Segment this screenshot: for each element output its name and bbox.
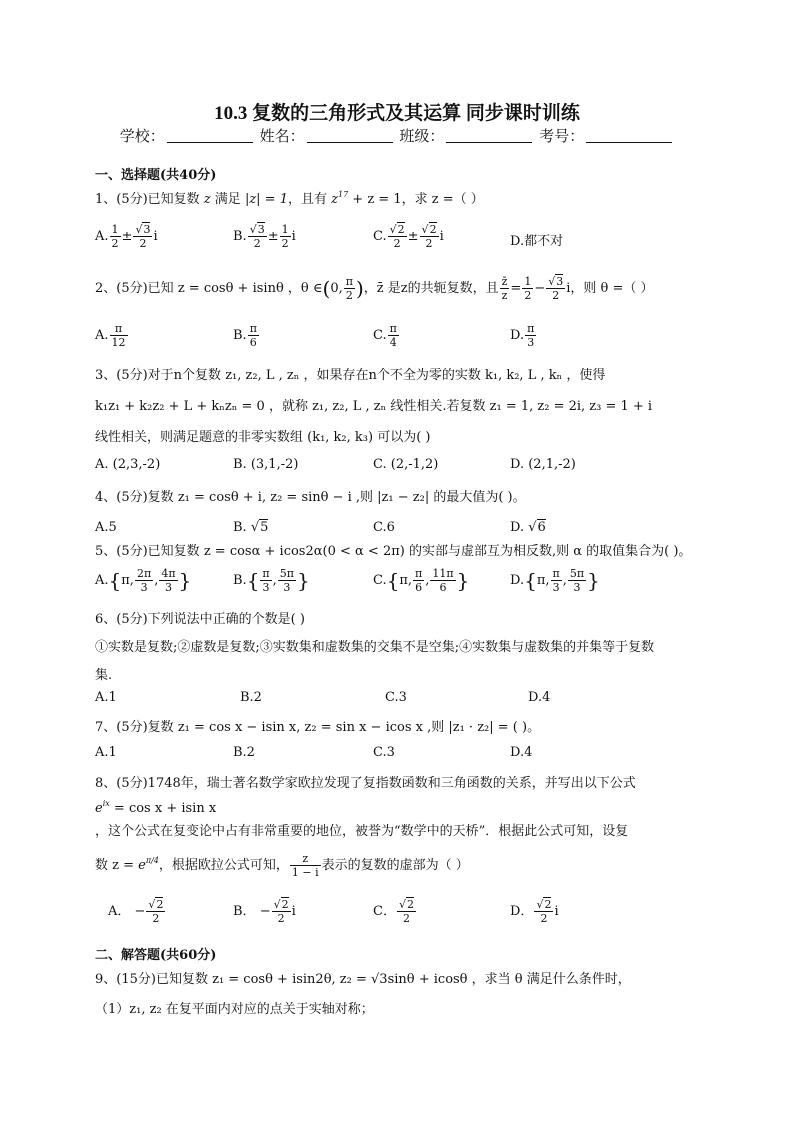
q1-prefix: 1、(5分)已知复数 [95, 192, 200, 207]
exam-no-blank [586, 128, 672, 143]
q5-option-b: B.{ $\frac{\pi}{3}$ , $\frac{5\pi}{3}$ } [233, 567, 310, 594]
q7-option-d: D.4 [510, 745, 533, 760]
q1-option-a: A. $\frac{1}{2}$ ± $\frac{√3}{2}$ i [95, 223, 158, 250]
q4-option-a: A.5 [95, 520, 117, 535]
q8-formula: $e^{ix} = \cos x + isin$ x [95, 799, 217, 816]
q8-option-c: C． $\frac{√2}{2}$ [373, 898, 414, 925]
question-5: 5、(5分)已知复数 z = cosα + icos2α(0 < α < 2π) 的实部与虚部互为相反数,则 α 的取值集合为( )。 [95, 544, 692, 559]
section-answer-heading: 二、解答题(共60分) [95, 948, 217, 963]
q1-tail: ，求 z =（ ） [401, 192, 484, 207]
question-1: 1、(5分)已知复数 z 满足 |z| = 1，且有 $z^{17} + z = 1$，求 z =（ ） [95, 190, 484, 207]
q4-option-c: C.6 [373, 520, 395, 535]
q1-option-c: C. $\frac{√2}{2}$ ± $\frac{√2}{2}$ i [373, 223, 444, 250]
q6-line2: ①实数是复数;②虚数是复数;③实数集和虚数集的交集不是空集;④实数集与虚数集的并集等于复数 [95, 640, 655, 655]
q1-option-b: B. $\frac{√3}{2}$ ± $\frac{1}{2}$ i [233, 223, 296, 250]
question-9: 9、(15分)已知复数 z₁ = cosθ + isin2θ, z₂ = √3sinθ + icosθ ，求当 θ 满足什么条件时， [95, 972, 631, 987]
q6-option-b: B.2 [240, 690, 262, 705]
question-4: 4、(5分)复数 z₁ = cosθ + i, z₂ = sinθ − i ,则 |z₁ − z₂| 的最大值为( )。 [95, 490, 526, 505]
q4-option-b: B. √5 [233, 520, 269, 535]
q8-line4a: 数 z = [95, 858, 139, 873]
q2-mid: ，z̄ 是z的共轭复数，且 [363, 281, 499, 296]
q3-line3: 线性相关，则满足题意的非零实数组 (k₁, k₂, k₃) 可以为( ) [95, 430, 431, 445]
q1-mid2: ，且有 [287, 192, 332, 207]
q4-option-d: D. √6 [510, 520, 546, 535]
q3-option-c: C. (2,-1,2) [373, 457, 439, 472]
q9-part1: （1）z₁, z₂ 在复平面内对应的点关于实轴对称； [95, 1002, 374, 1017]
q1-eq: + z = 1 [348, 192, 402, 207]
question-6: 6、(5分)下列说法中正确的个数是( ) [95, 612, 305, 627]
q2-option-d: D. $\frac{\pi}{3}$ [510, 322, 535, 349]
q5-option-c: C.{π, $\frac{\pi}{6}$ , $\frac{11\pi}{6}$ } [373, 567, 470, 594]
question-2: 2、(5分)已知 z = cosθ + isinθ ，θ ∈(0, $\frac{\pi}{2}$ )，z̄ 是z的共轭复数，且 $\frac{z̄}{z}$ = $\frac{1}{2}$ − $\frac{√3}{2}$ i，则 θ =（ ） [95, 275, 654, 302]
name-label: 姓名： [259, 127, 305, 145]
q7-option-c: C.3 [373, 745, 395, 760]
q8-option-a: A． − $\frac{√2}{2}$ [108, 898, 164, 925]
q8-option-b: B． − $\frac{√2}{2}$ i [233, 898, 296, 925]
q1-option-d: D.都不对 [510, 234, 564, 249]
q8-line4c: 表示的复数的虚部为（ ） [321, 858, 469, 873]
q8-option-d: D． $\frac{√2}{2}$ i [510, 898, 559, 925]
q8-line3: ，这个公式在复变论中占有非常重要的地位，被誉为“数学中的天桥”．根据此公式可知，设复 [95, 824, 629, 839]
q5-option-a: A.{π, $\frac{2\pi}{3}$ , $\frac{4\pi}{3}$ } [95, 567, 192, 594]
q8-line4: 数 $z = e^{\pi/4}$，根据欧拉公式可知， $\frac{z}{1 - i}$ 表示的复数的虚部为（ ） [95, 852, 469, 879]
class-blank [446, 128, 532, 143]
question-7: 7、(5分)复数 z₁ = cos x − isin x, z₂ = sin x − icos x ,则 |z₁ · z₂| = ( )。 [95, 720, 541, 735]
q6-option-c: C.3 [385, 690, 407, 705]
q6-line3: 集. [95, 668, 113, 683]
section-choice-heading: 一、选择题(共40分) [95, 168, 217, 183]
class-label: 班级： [399, 127, 445, 145]
q5-option-d: D.{π, $\frac{\pi}{3}$ , $\frac{5\pi}{3}$ } [510, 567, 600, 594]
student-info-line [0, 125, 794, 146]
exam-no-label: 考号： [539, 127, 585, 145]
q3-option-b: B. (3,1,-2) [233, 457, 299, 472]
q1-mid: 满足 [210, 192, 245, 207]
q7-option-a: A.1 [95, 745, 117, 760]
school-label: 学校： [119, 127, 165, 145]
school-blank [167, 128, 253, 143]
q2-prefix: 2、(5分)已知 z = cosθ + isinθ ，θ ∈ [95, 281, 323, 296]
page-title: 10.3 复数的三角形式及其运算 同步课时训练 [214, 103, 580, 124]
q6-option-d: D.4 [528, 690, 551, 705]
q2-tail: ，则 θ =（ ） [570, 281, 654, 296]
q2-option-c: C. $\frac{\pi}{4}$ [373, 322, 397, 349]
q3-option-a: A. (2,3,-2) [95, 457, 161, 472]
q3-line2: k₁z₁ + k₂z₂ + L + kₙzₙ = 0 ，就称 z₁, z₂, L , zₙ 线性相关.若复数 z₁ = 1, z₂ = 2i, z₃ = 1 + i [95, 399, 653, 414]
q2-option-b: B. $\frac{\pi}{6}$ [233, 322, 257, 349]
q8-line1: 8、(5分)1748年，瑞士著名数学家欧拉发现了复指数函数和三角函数的关系，并写出以下公式 [95, 776, 636, 791]
q3-option-d: D. (2,1,-2) [510, 457, 576, 472]
q8-line4b: ，根据欧拉公式可知， [158, 858, 289, 873]
q3-line1: 3、(5分)对于n个复数 z₁, z₂, L , zₙ ，如果存在n个不全为零的实数 k₁, k₂, L , kₙ ，使得 [95, 368, 606, 383]
q2-option-a: A. $\frac{\pi}{12}$ [95, 322, 126, 349]
q7-option-b: B.2 [233, 745, 255, 760]
q6-option-a: A.1 [95, 690, 117, 705]
name-blank [307, 128, 393, 143]
